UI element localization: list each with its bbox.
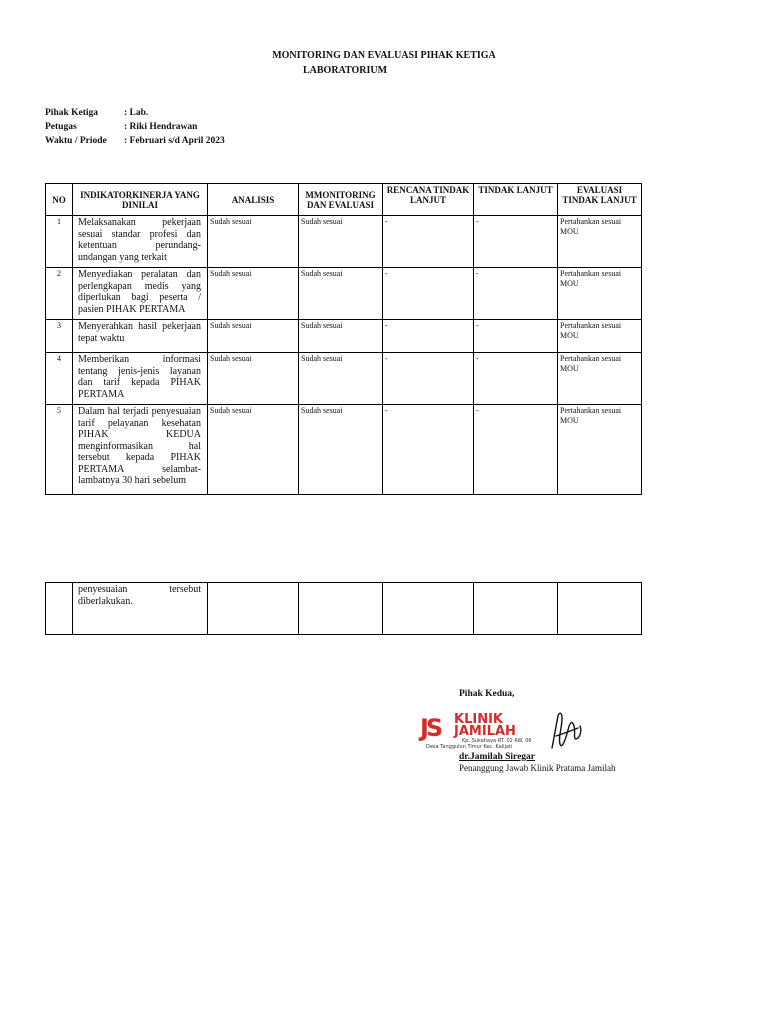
signature-label: Pihak Kedua, — [459, 689, 515, 699]
row-tindak: - — [474, 216, 558, 268]
row-indicator: Melaksanakan pekerjaan sesuai standar profesi dan ketentuan perundang-undangan yang terkait — [73, 216, 208, 268]
meta-block — [45, 106, 225, 148]
row-rencana: - — [383, 353, 474, 405]
cont-tindak — [474, 583, 558, 635]
meta-value: : Februari s/d April 2023 — [124, 136, 225, 146]
table-row — [46, 583, 642, 635]
cont-rencana — [383, 583, 474, 635]
row-no: 3 — [46, 320, 73, 353]
header-analisis: ANALISIS — [208, 184, 299, 216]
row-evaluasi: Pertahankan sesuai MOU — [558, 268, 642, 320]
row-indicator: Menyediakan peralatan dan perlengkapan medis yang diperlukan bagi peserta / pasien PIHAK PERTAMA — [73, 268, 208, 320]
meta-value: : Lab. — [124, 108, 149, 118]
logo-address-line-1: Kp. Sukahaya RT. 02 RW. 06 — [462, 738, 532, 744]
row-tindak: - — [474, 405, 558, 495]
table-row — [46, 268, 642, 320]
meta-value: : Riki Hendrawan — [124, 122, 198, 132]
signatory-title: Penanggung Jawab Klinik Pratama Jamilah — [459, 763, 616, 773]
header-tindak-lanjut: TINDAK LANJUT — [474, 184, 558, 216]
header-monev: MMONITORING DAN EVALUASI — [299, 184, 383, 216]
row-analisis: Sudah sesuai — [208, 405, 299, 495]
table-row — [46, 320, 642, 353]
table-row — [46, 353, 642, 405]
row-evaluasi: Pertahankan sesuai MOU — [558, 320, 642, 353]
row-no: 1 — [46, 216, 73, 268]
row-rencana: - — [383, 405, 474, 495]
meta-row-petugas — [45, 120, 225, 134]
row-evaluasi: Pertahankan sesuai MOU — [558, 353, 642, 405]
row-no: 5 — [46, 405, 73, 495]
meta-label: Petugas — [45, 122, 77, 132]
continuation-table — [45, 582, 642, 635]
header-indicator: INDIKATORKINERJA YANG DINILAI — [73, 184, 208, 216]
meta-row-waktu — [45, 134, 225, 148]
row-evaluasi: Pertahankan sesuai MOU — [558, 216, 642, 268]
row-indicator: Dalam hal terjadi penyesuaian tarif pelayanan kesehatan PIHAK KEDUA menginformasikan hal tersebut kepada PIHAK PERTAMA selambat-lambatnya 30 hari sebelum — [73, 405, 208, 495]
signatory-name: dr.Jamilah Siregar — [459, 752, 536, 762]
row-rencana: - — [383, 216, 474, 268]
header-evaluasi: EVALUASI TINDAK LANJUT — [558, 184, 642, 216]
cont-analisis — [208, 583, 299, 635]
document-title: MONITORING DAN EVALUASI PIHAK KETIGA — [272, 50, 496, 61]
row-indicator: Memberikan informasi tentang jenis-jenis layanan dan tarif kepada PIHAK PERTAMA — [73, 353, 208, 405]
handwritten-signature — [544, 708, 584, 756]
meta-row-pihak-ketiga — [45, 106, 225, 120]
row-monev: Sudah sesuai — [299, 405, 383, 495]
cont-no — [46, 583, 73, 635]
document-subtitle: LABORATORIUM — [303, 65, 388, 76]
logo-address-line-2: Desa Tanggulun Timur Kec. Kalijati — [426, 744, 513, 750]
row-indicator: Menyerahkan hasil pekerjaan tepat waktu — [73, 320, 208, 353]
meta-label: Pihak Ketiga — [45, 108, 99, 118]
table-header-row — [46, 184, 642, 216]
monitoring-table — [45, 183, 642, 495]
logo-monogram: JS — [420, 714, 441, 742]
row-monev: Sudah sesuai — [299, 268, 383, 320]
row-tindak: - — [474, 268, 558, 320]
row-analisis: Sudah sesuai — [208, 353, 299, 405]
cont-indicator: penyesuaian tersebut diberlakukan. — [73, 583, 208, 635]
row-analisis: Sudah sesuai — [208, 216, 299, 268]
row-no: 2 — [46, 268, 73, 320]
row-tindak: - — [474, 320, 558, 353]
row-tindak: - — [474, 353, 558, 405]
cont-evaluasi — [558, 583, 642, 635]
header-no: NO — [46, 184, 73, 216]
header-rencana: RENCANA TINDAK LANJUT — [383, 184, 474, 216]
row-monev: Sudah sesuai — [299, 353, 383, 405]
cont-monev — [299, 583, 383, 635]
row-rencana: - — [383, 268, 474, 320]
row-analisis: Sudah sesuai — [208, 268, 299, 320]
meta-label: Waktu / Priode — [45, 136, 107, 146]
row-rencana: - — [383, 320, 474, 353]
table-row — [46, 405, 642, 495]
logo-brand: KLINIK JAMILAH — [454, 712, 516, 739]
clinic-logo-stamp — [418, 708, 578, 756]
row-analisis: Sudah sesuai — [208, 320, 299, 353]
row-monev: Sudah sesuai — [299, 320, 383, 353]
row-evaluasi: Pertahankan sesuai MOU — [558, 405, 642, 495]
row-no: 4 — [46, 353, 73, 405]
table-row — [46, 216, 642, 268]
row-monev: Sudah sesuai — [299, 216, 383, 268]
